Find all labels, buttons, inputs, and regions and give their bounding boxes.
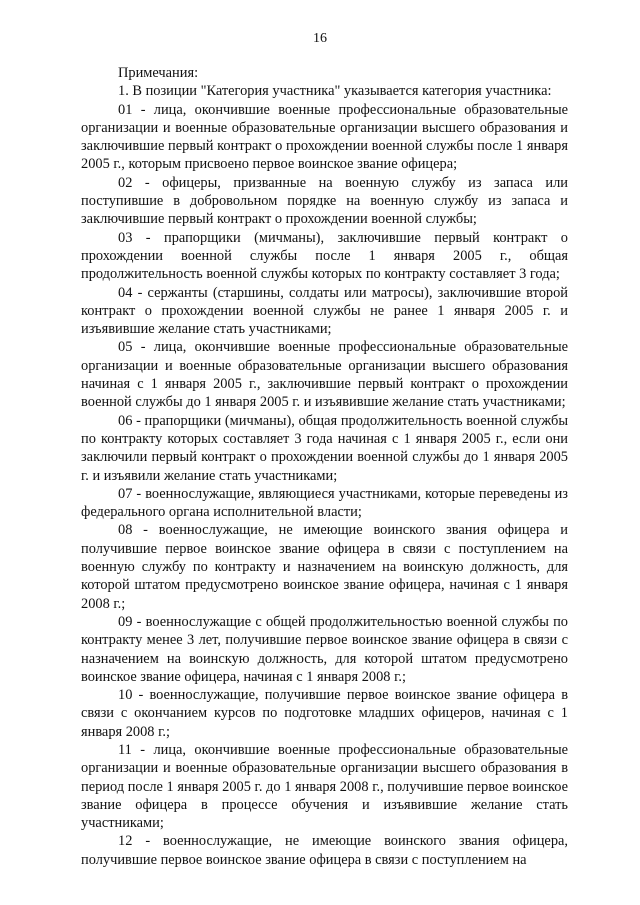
note-item-07: 07 - военнослужащие, являющиеся участниками, которые переведены из федерального органа исполнительной власти; <box>81 485 568 521</box>
note-item-09: 09 - военнослужащие с общей продолжительностью военной службы по контракту менее 3 лет, получившие первое воинское звание офицера в связи с назначением на воинскую должность, для которой штатом предусмотрено воинское звание офицера, начиная с 1 января 2008 г.; <box>81 613 568 685</box>
note-item-08: 08 - военнослужащие, не имеющие воинского звания офицера и получившие первое воинское звание офицера в связи с поступлением на военную службу по контракту и назначением на воинскую должность, для которой штатом предусмотрено воинское звание офицера, начиная с 1 января 2008 г.; <box>81 522 568 612</box>
notes-heading: Примечания: <box>118 65 199 81</box>
note-item-05: 05 - лица, окончившие военные профессиональные образовательные организации и военные образовательные организации высшего образования начиная с 1 января 2005 г., заключившие первый контракт о прохождении военной службы до 1 января 2005 г. и изъявившие желание стать участниками; <box>81 339 568 411</box>
note-item-06: 06 - прапорщики (мичманы), общая продолжительность военной службы по контракту которых составляет 3 года начиная с 1 января 2005 г., если они заключили первый контракт о прохождении военной службы до 1 января 2005 г. и изъявили желание стать участниками; <box>81 412 568 484</box>
note-item-10: 10 - военнослужащие, получившие первое воинское звание офицера в связи с окончанием курсов по подготовке младших офицеров, начиная с 1 января 2008 г.; <box>81 687 568 740</box>
note-item-11: 11 - лица, окончившие военные профессиональные образовательные организации и военные образовательные организации высшего образования в период после 1 января 2005 г. до 1 января 2008 г., получившие первое воинское звание офицера в процессе обучения и изъявившие желание стать участниками; <box>81 741 568 832</box>
page-number: 16 <box>313 31 327 46</box>
notes-body <box>81 64 568 869</box>
note-item-01: 01 - лица, окончившие военные профессиональные образовательные организации и военные образовательные организации высшего образования и заключившие первый контракт о прохождении военной службы после 1 января 2005 г., которым присвоено первое воинское звание офицера; <box>81 101 568 173</box>
note-item-03: 03 - прапорщики (мичманы), заключившие первый контракт о прохождении военной службы после 1 января 2005 г., общая продолжительность военной службы которых по контракту составляет 3 года; <box>81 229 568 283</box>
note-item-intro: 1. В позиции "Категория участника" указывается категория участника: <box>118 83 552 100</box>
note-item-12: 12 - военнослужащие, не имеющие воинского звания офицера, получившие первое воинское звание офицера в связи с поступлением на <box>81 833 568 868</box>
note-item-02: 02 - офицеры, призванные на военную службу из запаса или поступившие в добровольном порядке на военную службу из запаса и заключившие первый контракт о прохождении военной службы; <box>81 174 568 228</box>
note-item-04: 04 - сержанты (старшины, солдаты или матросы), заключившие второй контракт о прохождении военной службы не ранее 1 января 2005 г. и изъявившие желание стать участниками; <box>81 284 568 338</box>
